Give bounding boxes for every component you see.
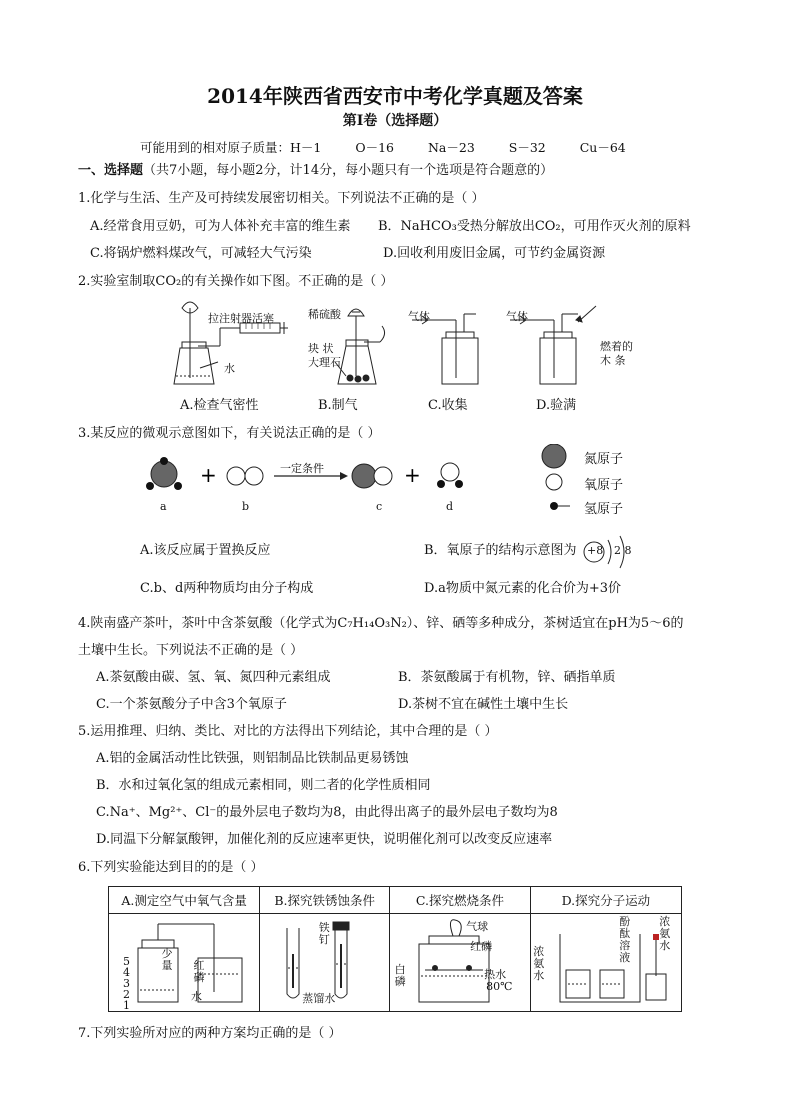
q5-option-d: D.同温下分解氯酸钾，加催化剂的反应速率更快，说明催化剂可以改变反应速率 [96,832,553,847]
q6-b-water: 蒸馏水 [302,992,336,1005]
q4-stem-2: 土壤中生长。下列说法不正确的是（ ） [78,643,304,658]
svg-text:+: + [404,463,421,487]
q2-label-water: 水 [224,362,235,375]
q5-option-b: B．水和过氧化氢的组成元素相同，则二者的化学性质相同 [96,778,431,793]
q2-label-syringe: 拉注射器活塞 [208,312,274,325]
q6-a-water: 水 [191,990,202,1003]
page-title: 2014年陕西省西安市中考化学真题及答案 [207,84,583,108]
q6-d-ammonia-2: 浓氨水 [659,915,671,952]
q6-d-phenol: 酚酞溶液 [619,915,631,964]
q3-option-a: A.该反应属于置换反应 [140,543,271,558]
q2-caption-d: D.验满 [536,398,577,413]
q4-option-a: A.茶氨酸由碳、氢、氧、氮四种元素组成 [96,670,331,685]
q2-label-splint-2: 木 条 [600,354,626,367]
q3-legend-hydrogen: 氢原子 [584,502,624,517]
q6-c-balloon: 气球 [466,920,489,933]
atomic-mass-s: S－32 [508,140,546,155]
q5-option-c: C.Na⁺、Mg²⁺、Cl⁻的最外层电子数均为8，由此得出离子的最外层电子数均为8 [96,805,558,820]
q2-caption-a: A.检查气密性 [180,398,259,413]
q2-label-block-1: 块 状 [308,342,334,355]
q3-letter-b: b [242,500,250,513]
q6-experiment-table [108,886,682,1012]
q6-a-red: 红磷 [193,959,205,984]
q6-a-scale-1: 1 [123,999,130,1012]
q6-a-scale [123,956,130,1011]
atomic-masses [140,138,656,156]
atomic-mass-cu: Cu－64 [579,140,626,155]
q3-condition: 一定条件 [280,462,324,475]
q6-figure-a [109,914,260,1012]
q2-label-block-2: 大理石 [308,356,341,369]
section-note: （共7小题，每小题2分，计14分，每小题只有一个选项是符合题意的） [143,163,554,178]
q6-c-red: 红磷 [470,940,493,953]
q3-option-b: B．氧原子的结构示意图为 [424,543,577,558]
q5-stem: 5.运用推理、归纳、类比、对比的方法得出下列结论，其中合理的是（ ） [78,724,498,739]
q4-option-c: C.一个茶氨酸分子中含3个氧原子 [96,697,287,712]
section-title: 一、选择题 [78,163,144,178]
section-heading [78,163,553,179]
q3-legend-oxygen: 氧原子 [584,478,624,493]
combustion-apparatus-icon [395,914,525,1008]
q3-option-c: C.b、d两种物质均由分子构成 [140,581,314,596]
q3-letter-d: d [446,500,454,513]
q5-option-a: A.铝的金属活动性比铁强，则铝制品比铁制品更易锈蚀 [96,751,409,766]
q6-figure-c [390,914,531,1012]
q3-letter-c: c [376,500,383,513]
svg-text:+: + [200,463,217,487]
q6-a-scale-4: 4 [123,966,130,979]
q1-stem: 1.化学与生活、生产及可持续发展密切相关。下列说法不正确的是（ ） [78,191,485,206]
q6-a-scale-2: 2 [123,988,130,1001]
q2-label-gas-c: 气体 [408,310,430,323]
atomic-mass-o: O－16 [355,140,394,155]
atomic-mass-h: 可能用到的相对原子质量：H－1 [140,140,322,155]
q6-c-white: 白磷 [394,963,406,988]
q1-option-d: D.回收利用废旧金属，可节约金属资源 [383,246,606,261]
q6-a-small: 少量 [161,947,173,972]
q6-b-iron: 铁钉 [318,921,330,946]
oxygen-content-apparatus-icon [114,914,254,1008]
q3-letter-a: a [160,500,167,513]
q6-header-c: C.探究燃烧条件 [390,887,531,914]
q6-a-scale-3: 3 [123,977,130,990]
q6-figure-d [530,914,681,1012]
q3-option-d: D.a物质中氮元素的化合价为+3价 [424,581,622,596]
q2-caption-c: C.收集 [428,398,468,413]
q2-label-gas-d: 气体 [506,310,528,323]
q6-header-a: A.测定空气中氧气含量 [109,887,260,914]
q4-option-b: B．茶氨酸属于有机物，锌、硒指单质 [398,670,616,685]
q6-a-scale-5: 5 [123,955,130,968]
q3-nucleus: +8 [587,544,604,557]
q3-stem: 3.某反应的微观示意图如下，有关说法正确的是（ ） [78,426,381,441]
q7-stem: 7.下列实验所对应的两种方案均正确的是（ ） [78,1026,342,1041]
q3-shells: 2 8 [614,544,632,557]
page-subtitle: 第Ⅰ卷（选择题） [342,113,448,129]
q6-header-d: D.探究分子运动 [530,887,681,914]
q6-header-b: B.探究铁锈蚀条件 [260,887,390,914]
q6-c-temp: 80℃ [486,980,513,993]
q2-label-splint-1: 燃着的 [600,340,633,353]
q1-option-b: B．NaHCO₃受热分解放出CO₂，可用作灭火剂的原料 [378,219,691,234]
q1-option-c: C.将锅炉燃料煤改气，可减轻大气污染 [90,246,312,261]
q6-figure-b [260,914,390,1012]
q6-c-hot: 热水 [484,968,507,981]
q2-caption-b: B.制气 [318,398,358,413]
atomic-mass-na: Na－23 [427,140,475,155]
q4-option-d: D.茶树不宜在碱性土壤中生长 [398,697,569,712]
q6-d-ammonia: 浓氨水 [533,945,545,982]
q4-stem-1: 4.陕南盛产茶叶，茶叶中含茶氨酸（化学式为C₇H₁₄O₃N₂）、锌、硒等多种成分，茶树适宜在pH为5～6的 [78,616,684,631]
q1-option-a: A.经常食用豆奶，可为人体补充丰富的维生素 [90,219,351,234]
q2-label-acid: 稀硫酸 [308,308,341,321]
q6-stem: 6.下列实验能达到目的的是（ ） [78,860,264,875]
q2-stem: 2.实验室制取CO₂的有关操作如下图。不正确的是（ ） [78,274,394,289]
molecular-motion-apparatus-icon [536,914,676,1008]
q3-legend-nitrogen: 氮原子 [584,452,624,467]
